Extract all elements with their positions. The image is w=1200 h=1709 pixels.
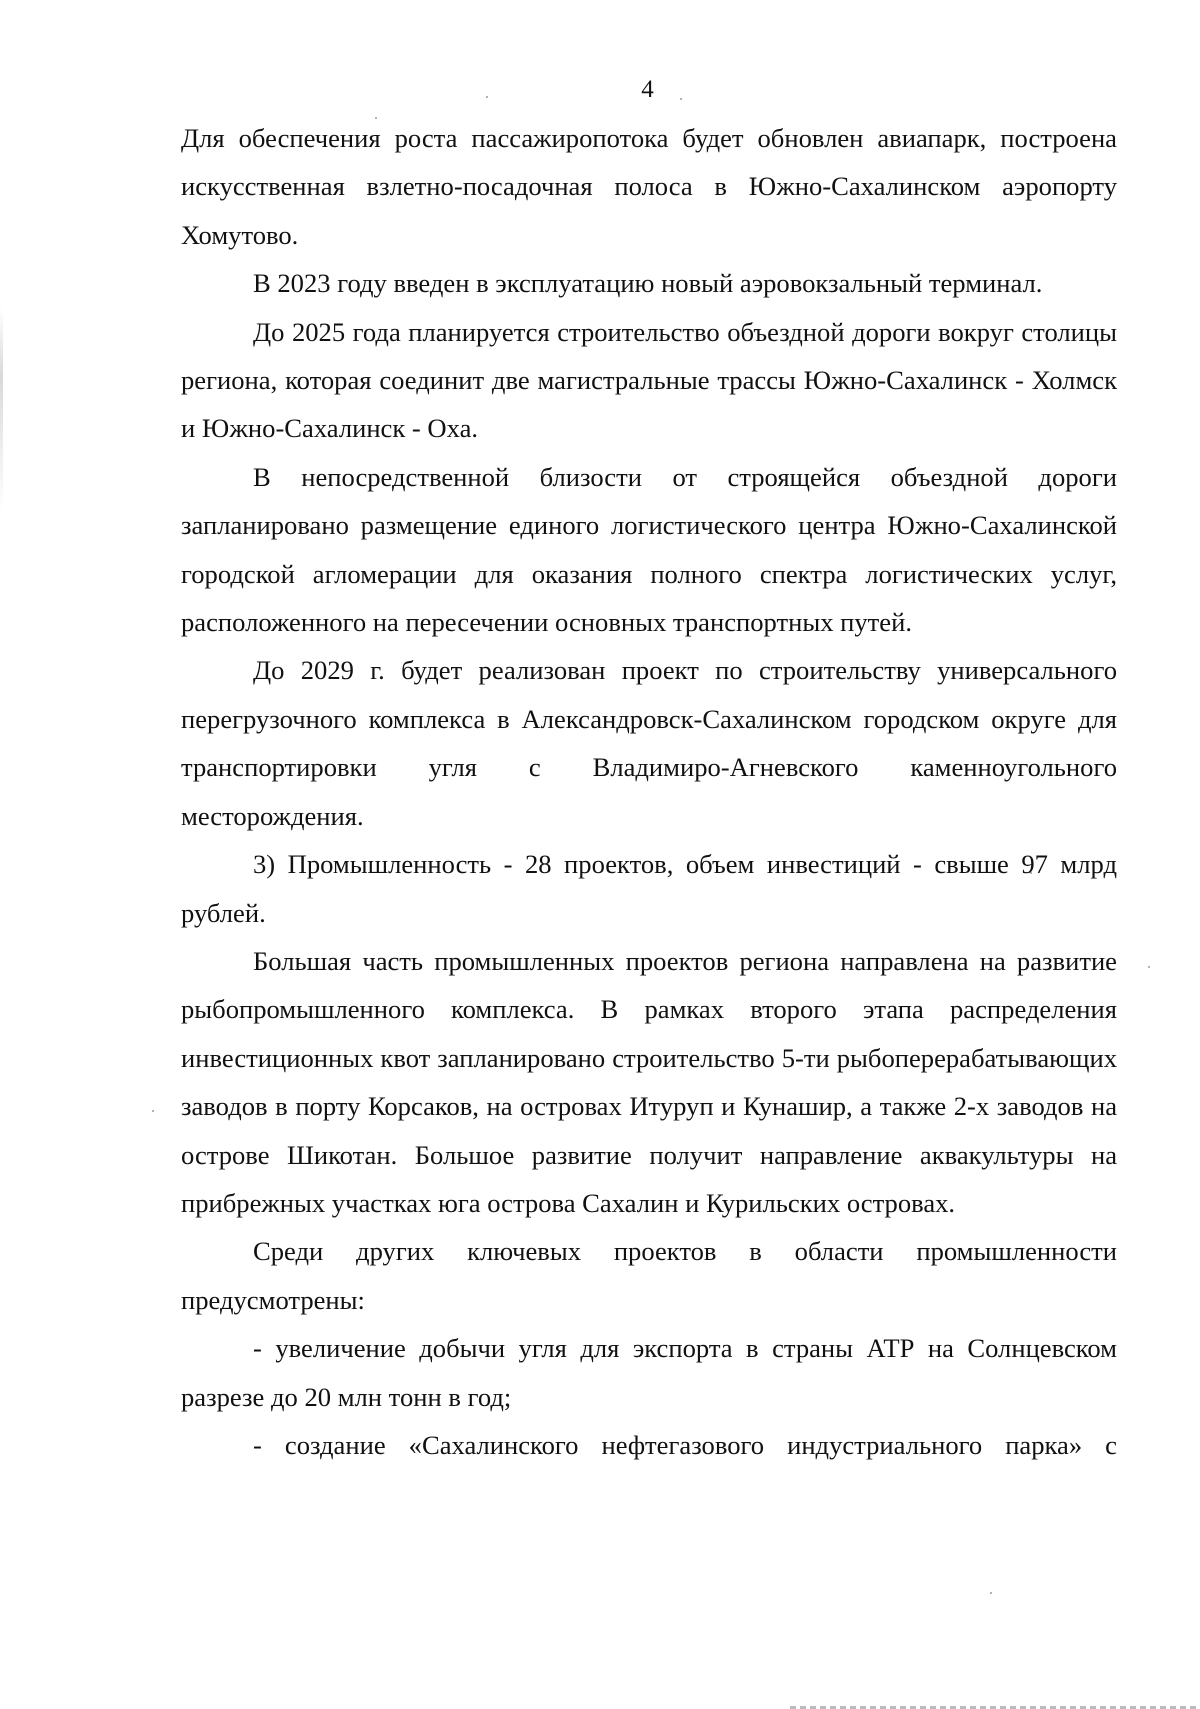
scan-edge-left	[0, 0, 3, 1709]
body-text	[181, 114, 1117, 1469]
scan-speck	[1148, 966, 1150, 968]
paragraph: Для обеспечения роста пассажиропотока будет обновлен авиапарк, построена искусственная взлетно-посадочная полоса в Южно-Сахалинском аэропорту Хомутово.	[181, 123, 1117, 250]
paragraph: В непосредственной близости от строящейся объездной дороги запланировано размещение единого логистического центра Южно-Сахалинской городской агломерации для оказания полного спектра логистических услуг, расположенного на пересечении основных транспортных путей.	[181, 461, 1117, 638]
paragraph: Большая часть промышленных проектов региона направлена на развитие рыбопромышленного комплекса. В рамках второго этапа распределения инвестиционных квот запланировано строительство 5-ти рыбоперерабатывающих заводов в порту Корсаков, на островах Итуруп и Кунашир, а также 2-х заводов на острове Шикотан. Большое развитие получит направление аквакультуры на прибрежных участках юга острова Сахалин и Курильских островах.	[181, 945, 1117, 1218]
paragraph: До 2029 г. будет реализован проект по строительству универсального перегрузочного комплекса в Александровск-Сахалинском городском округе для транспортировки угля с Владимиро-Агневского каменноугольного месторождения.	[181, 655, 1117, 831]
scan-speck	[990, 1592, 992, 1594]
paragraph: До 2025 года планируется строительство объездной дороги вокруг столицы региона, которая соединит две магистральные трассы Южно-Сахалинск - Холмск и Южно-Сахалинск - Оха.	[181, 316, 1117, 444]
page-number: 4	[641, 76, 654, 103]
scan-speck	[152, 1110, 154, 1112]
paragraph: 3) Промышленность - 28 проектов, объем инвестиций - свыше 97 млрд рублей.	[181, 849, 1117, 928]
list-item: - создание «Сахалинского нефтегазового индустриального парка» с	[253, 1429, 1117, 1460]
paragraph: В 2023 году введен в эксплуатацию новый аэровокзальный терминал.	[253, 268, 1043, 299]
paragraph: Среди других ключевых проектов в области промышленности предусмотрены:	[181, 1236, 1117, 1315]
list-item: - увеличение добычи угля для экспорта в страны АТР на Солнцевском разрезе до 20 млн тонн в год;	[181, 1333, 1117, 1412]
